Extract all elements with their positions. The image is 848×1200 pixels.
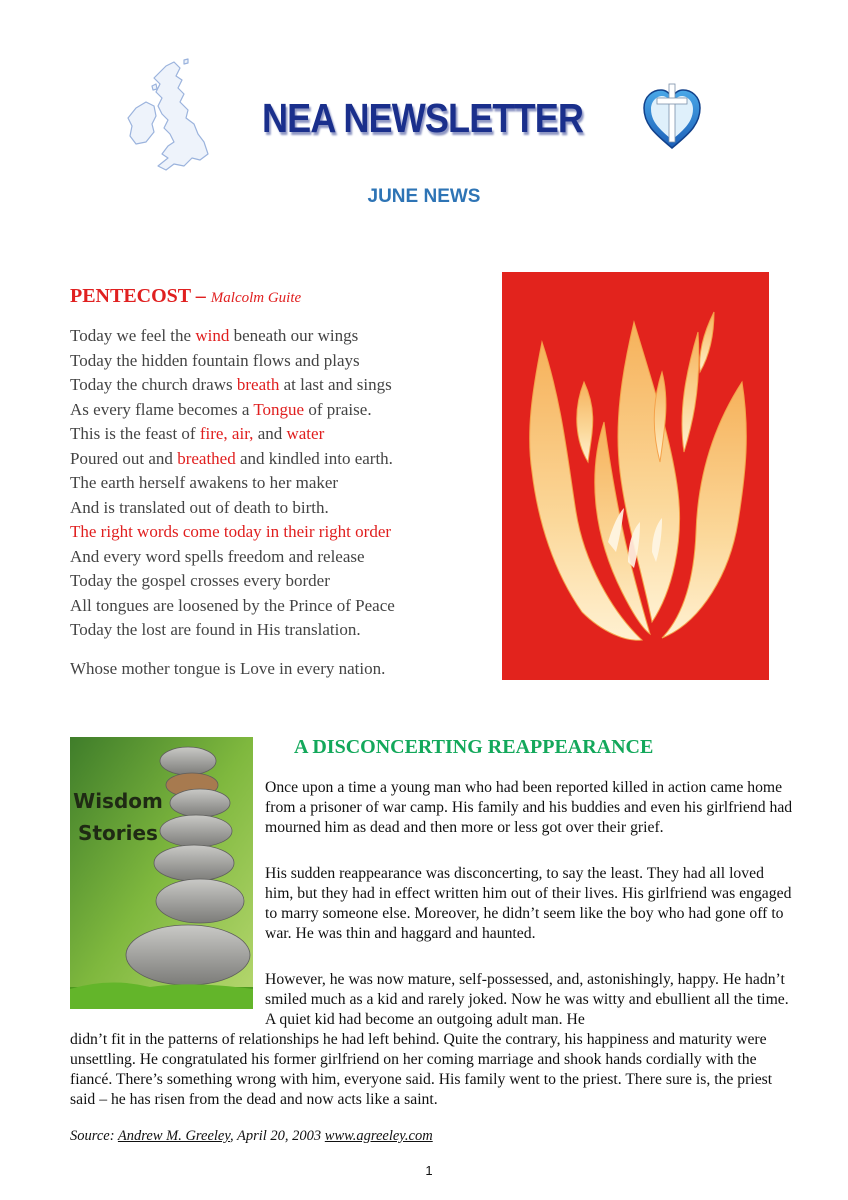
story-title: A DISCONCERTING REAPPEARANCE bbox=[294, 736, 654, 758]
story-paragraph-1: Once upon a time a young man who had been reported killed in action came home from a prisoner of war camp. His family and his buddies and even his girlfriend had mourned him as dead and then more or less got over their grief. bbox=[265, 779, 793, 836]
wisdom-stories-image bbox=[70, 737, 253, 1009]
poem-line bbox=[70, 618, 395, 643]
stories-label: Stories bbox=[78, 821, 158, 845]
poem-text: of praise. bbox=[304, 399, 372, 419]
poem-text: and bbox=[253, 424, 287, 443]
poem-text: Today the lost are found in His translation. bbox=[70, 620, 361, 639]
poem-text: The earth herself awakens to her maker bbox=[70, 473, 339, 492]
poem-text: Today the hidden fountain flows and plays bbox=[70, 350, 360, 370]
poem-highlight: water bbox=[286, 424, 325, 443]
source-url-link[interactable]: www.agreeley.com bbox=[324, 1128, 433, 1144]
poem-line bbox=[70, 349, 395, 374]
pentecost-flame-image bbox=[502, 272, 769, 680]
poem-line bbox=[70, 520, 395, 545]
wisdom-label: Wisdom bbox=[73, 789, 163, 813]
poem-text: Today the church draws bbox=[70, 375, 237, 394]
poem-text: This is the feast of bbox=[70, 424, 200, 443]
page-number: 1 bbox=[425, 1163, 433, 1178]
poem-last-line: Whose mother tongue is Love in every nation. bbox=[70, 659, 386, 678]
poem-heading bbox=[70, 285, 301, 308]
masthead bbox=[262, 92, 602, 144]
poem-line bbox=[70, 324, 395, 349]
poem-line bbox=[70, 447, 395, 472]
poem-line bbox=[70, 545, 395, 570]
poem-highlight: Tongue bbox=[253, 399, 305, 419]
poem-text: Today the gospel crosses every border bbox=[70, 571, 330, 590]
poem-highlight: breathed bbox=[177, 448, 236, 468]
source-date: , April 20, 2003 bbox=[230, 1128, 325, 1144]
poem-line bbox=[70, 398, 395, 423]
source-author: Andrew M. Greeley bbox=[117, 1128, 230, 1144]
newsletter-title: NEA NEWSLETTER bbox=[262, 95, 584, 141]
heart-cross-logo-icon bbox=[640, 82, 704, 152]
poem-line bbox=[70, 373, 395, 398]
uk-map-icon bbox=[122, 58, 218, 180]
issue-subtitle: JUNE NEWS bbox=[367, 186, 481, 207]
poem-line bbox=[70, 594, 395, 619]
story-paragraph-3-end: didn’t fit in the patterns of relationships he had left behind. Quite the contrary, his happiness and maturity were unsettling. He congratulated his former girlfriend on her coming marriage and shook hands cordially with the fiancé. There’s something wrong with him, everyone said. His family went to the priest. There sure is, the priest said – he has risen from the dead and now acts like a saint. bbox=[70, 1031, 773, 1108]
poem-text: and kindled into earth. bbox=[235, 448, 393, 468]
poem-text: And every word spells freedom and release bbox=[70, 546, 365, 566]
poem-body bbox=[70, 324, 395, 643]
poem-text: And is translated out of death to birth. bbox=[70, 497, 329, 517]
poem-text: All tongues are loosened by the Prince of Peace bbox=[70, 595, 395, 615]
poem-line bbox=[70, 496, 395, 521]
poem-line bbox=[70, 569, 395, 594]
poem-highlight: fire, air, bbox=[199, 424, 254, 443]
poem-author: Malcolm Guite bbox=[210, 290, 302, 306]
poem-text: As every flame becomes a bbox=[70, 399, 254, 419]
poem-text: beneath our wings bbox=[229, 326, 359, 345]
poem-title: PENTECOST – bbox=[70, 285, 206, 307]
poem-text: at last and sings bbox=[279, 375, 392, 394]
story-paragraph-3-start: However, he was now mature, self-possessed, and, astonishingly, happy. He hadn’t smiled much as a kid and rarely joked. Now he was witty and ebullient all the time. A quiet kid had become an outgoing adult man. He bbox=[265, 971, 789, 1028]
poem-highlight: breath bbox=[236, 375, 280, 394]
story-source bbox=[70, 1128, 433, 1145]
poem-highlight: wind bbox=[195, 326, 230, 345]
poem-text: Today we feel the bbox=[70, 326, 196, 345]
story-paragraph-2: His sudden reappearance was disconcerting, to say the least. They had all loved him, but they had in effect written him out of their lives. His girlfriend was engaged to marry someone else. Moreover, he didn’t seem like the boy who had gone off to war. He was thin and haggard and haunted. bbox=[265, 865, 792, 942]
poem-line bbox=[70, 471, 395, 496]
poem-highlight: The right words come today in their right order bbox=[70, 522, 392, 541]
poem-line bbox=[70, 422, 395, 447]
poem-text: Poured out and bbox=[70, 448, 178, 468]
source-prefix: Source: bbox=[70, 1128, 118, 1144]
